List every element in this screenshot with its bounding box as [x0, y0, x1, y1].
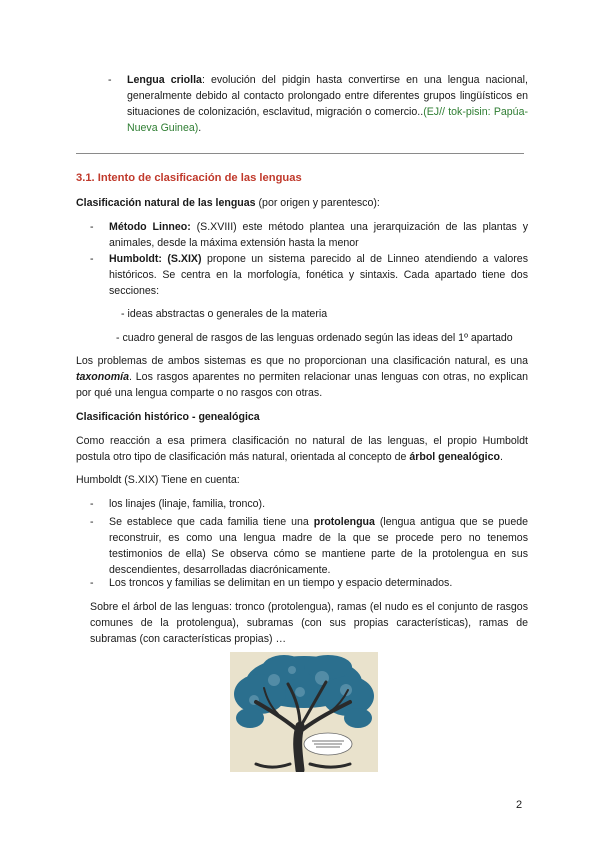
natural-item-humboldt: - Humboldt: (S.XIX) propone un sistema parecido al de Linneo atendiendo a valores históricos. Se centra en la morfología, fonética y sintaxis. Cada apartado tiene dos secciones: — [90, 253, 528, 297]
historic-item-linajes: - los linajes (linaje, familia, tronco). — [90, 498, 266, 510]
page-number: 2 — [516, 799, 523, 811]
language-tree-image — [230, 652, 378, 772]
section-heading: 3.1. Intento de clasificación de las lenguas — [76, 172, 302, 184]
tree-description-paragraph: Sobre el árbol de las lenguas: tronco (protolengua), ramas (el nudo es el conjunto de rasgos comunes de la protolengua), subramas (con sus propias características), ramas de subramas (con características propias) … — [90, 601, 528, 645]
bullet-dash: - — [90, 577, 94, 589]
humboldt-line: Humboldt (S.XIX) Tiene en cuenta: — [76, 474, 240, 486]
bullet-dash: - — [108, 74, 112, 86]
historic-paragraph: Como reacción a esa primera clasificación no natural de las lenguas, el propio Humboldt postula otro tipo de clasificación más natural, orientada al concepto de árbol genealógico. — [76, 435, 528, 463]
tree-illustration — [230, 652, 378, 772]
horizontal-divider — [76, 153, 524, 154]
natural-item-linneo: - Método Linneo: (S.XVIII) este método plantea una jerarquización de las plantas y animales, desde la máxima extensión hasta la menor — [90, 221, 528, 249]
intro-bullet — [108, 72, 528, 136]
term-taxonomia: taxonomía — [76, 371, 129, 383]
problems-paragraph: Los problemas de ambos sistemas es que no proporcionan una clasificación natural, es una taxonomía. Los rasgos aparentes no permiten relacionar unas lenguas con otras, no explican por qué una lengua comparte o no rasgos con otras. — [76, 355, 528, 399]
bullet-dash: - — [90, 221, 94, 233]
bullet-dash: - — [90, 498, 94, 510]
term-lengua-criolla: Lengua criolla — [127, 74, 202, 86]
bullet-dash: - — [90, 516, 94, 528]
example-tok-pisin: (EJ// tok-pisin: Papúa- Nueva Guinea) — [127, 106, 528, 134]
natural-classification-title: Clasificación natural de las lenguas (por origen y parentesco): — [76, 197, 380, 209]
term-protolengua: protolengua — [313, 516, 375, 528]
subitem-general-table: - cuadro general de rasgos de las lenguas ordenado según las ideas del 1º apartado — [116, 332, 513, 344]
intro-bullet-text: Lengua criolla: evolución del pidgin hasta convertirse en una lengua nacional, generalmente debido al contacto prolongado entre diferentes grupos lingüísticos en situaciones de colonización, esclavitud, migración o comercio..(EJ// tok-pisin: Papúa- Nueva Guinea). — [127, 74, 528, 134]
bullet-dash: - — [90, 253, 94, 265]
historic-item-troncos: - Los troncos y familias se delimitan en un tiempo y espacio determinados. — [90, 577, 453, 589]
historic-item-protolengua: - Se establece que cada familia tiene una protolengua (lengua antigua que se puede reconstruir, es como una lengua madre de la que se procede pero no tenemos testimonios de ella) Se observa cómo se mantiene parte de la protolengua en sus descendientes, desarrolladas diacrónicamente. — [90, 516, 528, 576]
term-arbol-genealogico: árbol genealógico — [409, 451, 500, 463]
subitem-abstract-ideas: - ideas abstractas o generales de la materia — [121, 308, 328, 320]
historic-classification-title: Clasificación histórico - genealógica — [76, 411, 260, 423]
